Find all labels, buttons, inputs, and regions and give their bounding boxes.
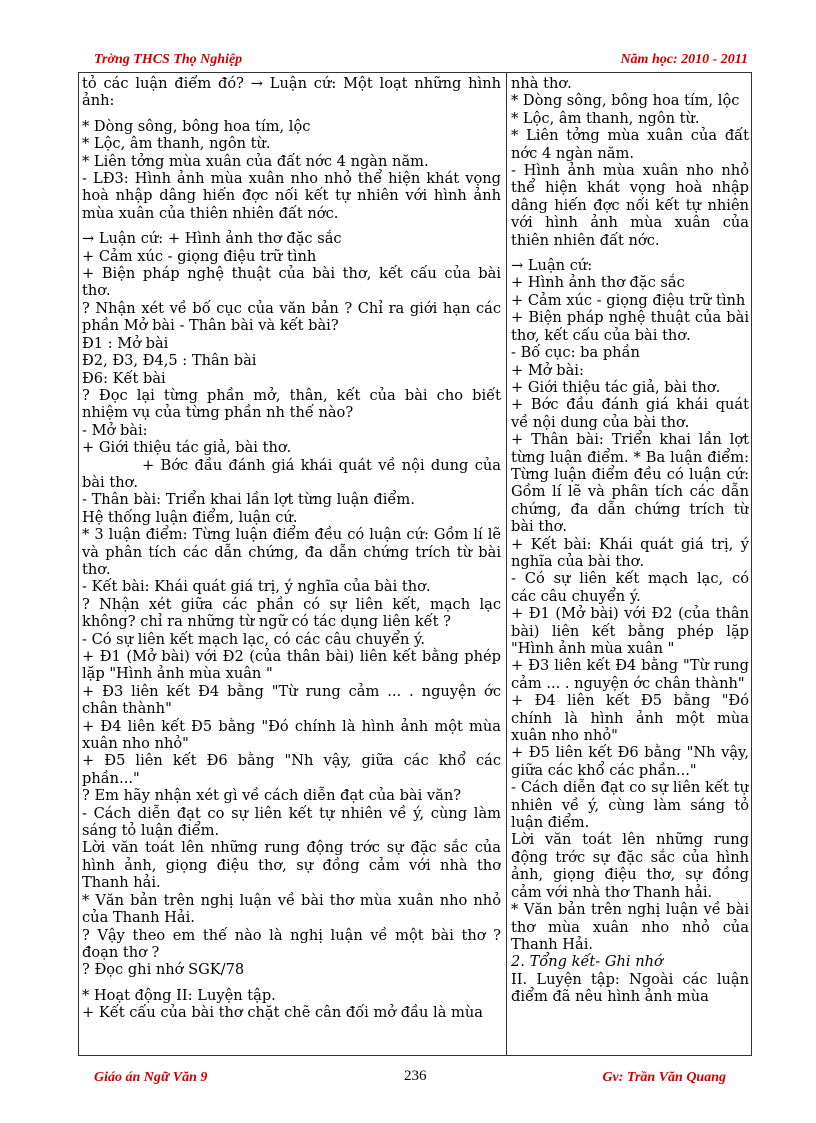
page-number: 236 xyxy=(404,1068,427,1084)
teacher-activity-column xyxy=(82,75,501,1055)
left-para: * Liên tởng mùa xuân của đất nớc 4 ngàn năm. xyxy=(82,152,429,170)
right-para: + Hình ảnh thơ đặc sắc xyxy=(511,274,685,292)
left-para: tỏ các luận điểm đó? → Luận cứ: Một loạt những hình ảnh: xyxy=(82,75,501,110)
left-para: + Giới thiệu tác giả, bài thơ. xyxy=(82,439,292,457)
left-para: - Mở bài: xyxy=(82,421,148,439)
left-para: + Kết cấu của bài thơ chặt chẽ cân đối mở đầu là mùa xyxy=(82,1004,484,1022)
left-para: - LĐ3: Hình ảnh mùa xuân nho nhỏ thể hiện khát vọng hoà nhập dâng hiến đợc nối kết tự nhiên với hình ảnh mùa xuân của thiên nhiên đất nớc. xyxy=(82,170,501,222)
left-para: - Kết bài: Khái quát giá trị, ý nghĩa của bài thơ. xyxy=(82,578,431,596)
left-para: * Lộc, âm thanh, ngôn từ. xyxy=(82,135,271,153)
left-para: * 3 luận điểm: Từng luận điểm đều có luận cứ: Gồm lí lẽ và phân tích các dẫn chứng, đa dẫn chứng trích từ bài thơ. xyxy=(82,526,501,578)
left-para: ? Nhận xét giữa các phần có sự liên kết, mạch lạc không? chỉ ra những từ ngữ có tác dụng liên kết ? xyxy=(82,595,501,631)
left-para: Đ1 : Mở bài xyxy=(82,334,169,352)
teacher-name: Gv: Trần Văn Quang xyxy=(602,1070,726,1085)
right-para: + Thân bài: Triển khai lần lợt từng luận điểm. * Ba luận điểm: Từng luận điểm đều có luận cứ: Gồm lí lẽ và phân tích các dẫn chứng, đa dẫn chứng trích từ bài thơ. xyxy=(511,431,749,536)
right-para: nhà thơ. xyxy=(511,75,572,92)
left-para: - Có sự liên kết mạch lạc, có các câu chuyển ý. xyxy=(82,630,425,648)
left-para: + Bớc đầu đánh giá khái quát về nội dung của bài thơ. xyxy=(82,456,501,491)
school-name: Trờng THCS Thọ Nghiệp xyxy=(94,52,243,67)
right-para: → Luận cứ: xyxy=(511,257,593,275)
left-para: ? Em hãy nhận xét gì về cách diễn đạt của bài văn? xyxy=(82,787,462,805)
page-header xyxy=(80,52,752,73)
left-para: * Hoạt động II: Luyện tập. xyxy=(82,986,276,1004)
right-para: * Lộc, âm thanh, ngôn từ. xyxy=(511,109,700,127)
right-para: - Hình ảnh mùa xuân nho nhỏ thể hiện khát vọng hoà nhập dâng hiến đợc nối kết tự nhiên với hình ảnh mùa xuân của thiên nhiên đất nớc. xyxy=(511,162,749,249)
left-para: Đ6: Kết bài xyxy=(82,369,166,387)
right-para: + Giới thiệu tác giả, bài thơ. xyxy=(511,378,721,396)
left-para: * Dòng sông, bông hoa tím, lộc xyxy=(82,117,311,135)
right-para: - Bố cục: ba phần xyxy=(511,344,640,362)
right-para: + Mở bài: xyxy=(511,361,584,379)
right-para: 2. Tổng kết- Ghi nhớ xyxy=(511,953,663,971)
left-para: - Cách diễn đạt co sự liên kết tự nhiên về ý, cùng làm sáng tỏ luận điểm. xyxy=(82,804,501,840)
left-para: + Đ5 liên kết Đ6 bằng "Nh vậy, giữa các khổ các phần..." xyxy=(82,752,501,787)
column-divider xyxy=(506,73,507,1055)
right-para: + Đ1 (Mở bài) với Đ2 (của thân bài) liên kết bằng phép lặp "Hình ảnh mùa xuân " xyxy=(511,605,749,657)
left-para: + Đ4 liên kết Đ5 bằng "Đó chính là hình ảnh một mùa xuân nho nhỏ" xyxy=(82,717,501,753)
student-activity-column xyxy=(511,75,749,1055)
left-para: ? Đọc lại từng phần mở, thân, kết của bài cho biết nhiệm vụ của từng phần nh thế nào? xyxy=(82,386,501,422)
left-para: + Cảm xúc - giọng điệu trữ tình xyxy=(82,247,317,265)
left-para: Lời văn toát lên những rung động trớc sự đặc sắc của hình ảnh, giọng điệu thơ, sự đồng cảm với nhà thơ Thanh hải. xyxy=(82,839,501,892)
left-para: Hệ thống luận điểm, luận cứ. xyxy=(82,508,298,526)
left-para: Đ2, Đ3, Đ4,5 : Thân bài xyxy=(82,352,257,370)
left-para: * Văn bản trên nghị luận về bài thơ mùa xuân nho nhỏ của Thanh Hải. xyxy=(82,891,501,927)
left-para: ? Đọc ghi nhớ SGK/78 xyxy=(82,961,245,979)
subject-name: Giáo án Ngữ Văn 9 xyxy=(94,1070,208,1085)
right-para: + Biện pháp nghệ thuật của bài thơ, kết cấu của bài thơ. xyxy=(511,309,749,344)
right-para: + Đ4 liên kết Đ5 bằng "Đó chính là hình ảnh một mùa xuân nho nhỏ" xyxy=(511,692,749,745)
page-footer xyxy=(80,1066,752,1090)
lesson-table xyxy=(78,72,752,1056)
left-para: ? Vậy theo em thế nào là nghị luận về một bài thơ ? đoạn thơ ? xyxy=(82,926,501,961)
right-para: Lời văn toát lên những rung động trớc sự đặc sắc của hình ảnh, giọng điệu thơ, sự đồng cảm với nhà thơ Thanh hải. xyxy=(511,831,749,901)
school-year: Năm học: 2010 - 2011 xyxy=(620,52,748,67)
left-para: + Biện pháp nghệ thuật của bài thơ, kết cấu của bài thơ. xyxy=(82,265,501,300)
right-para: II. Luyện tập: Ngoài các luận điểm đã nêu hình ảnh mùa xyxy=(511,970,749,1006)
right-para: + Đ3 liên kết Đ4 bằng "Từ rung cảm ... . nguyện ớc chân thành" xyxy=(511,657,749,692)
left-para: + Đ1 (Mở bài) với Đ2 (của thân bài) liên kết bằng phép lặp "Hình ảnh mùa xuân " xyxy=(82,648,501,683)
right-para: * Văn bản trên nghị luận về bài thơ mùa xuân nho nhỏ của Thanh Hải. xyxy=(511,901,749,953)
left-para: - Thân bài: Triển khai lần lợt từng luận điểm. xyxy=(82,491,415,509)
right-para: * Dòng sông, bông hoa tím, lộc xyxy=(511,92,740,110)
left-para: + Đ3 liên kết Đ4 bằng "Từ rung cảm ... . nguyện ớc chân thành" xyxy=(82,682,501,718)
left-para: → Luận cứ: + Hình ảnh thơ đặc sắc xyxy=(82,230,342,248)
right-para: + Đ5 liên kết Đ6 bằng "Nh vậy, giữa các khổ các phần..." xyxy=(511,744,749,779)
right-para: + Bớc đầu đánh giá khái quát về nội dung của bài thơ. xyxy=(511,396,749,431)
right-para: * Liên tởng mùa xuân của đất nớc 4 ngàn năm. xyxy=(511,127,749,162)
right-para: + Kết bài: Khái quát giá trị, ý nghĩa của bài thơ. xyxy=(511,535,749,570)
right-para: + Cảm xúc - giọng điệu trữ tình xyxy=(511,291,746,309)
right-para: - Cách diễn đạt co sự liên kết tự nhiên về ý, cùng làm sáng tỏ luận điểm. xyxy=(511,779,749,832)
left-para: ? Nhận xét về bố cục của văn bản ? Chỉ ra giới hạn các phần Mở bài - Thân bài và kết bài? xyxy=(82,299,501,335)
right-para: - Có sự liên kết mạch lạc, có các câu chuyển ý. xyxy=(511,570,749,605)
